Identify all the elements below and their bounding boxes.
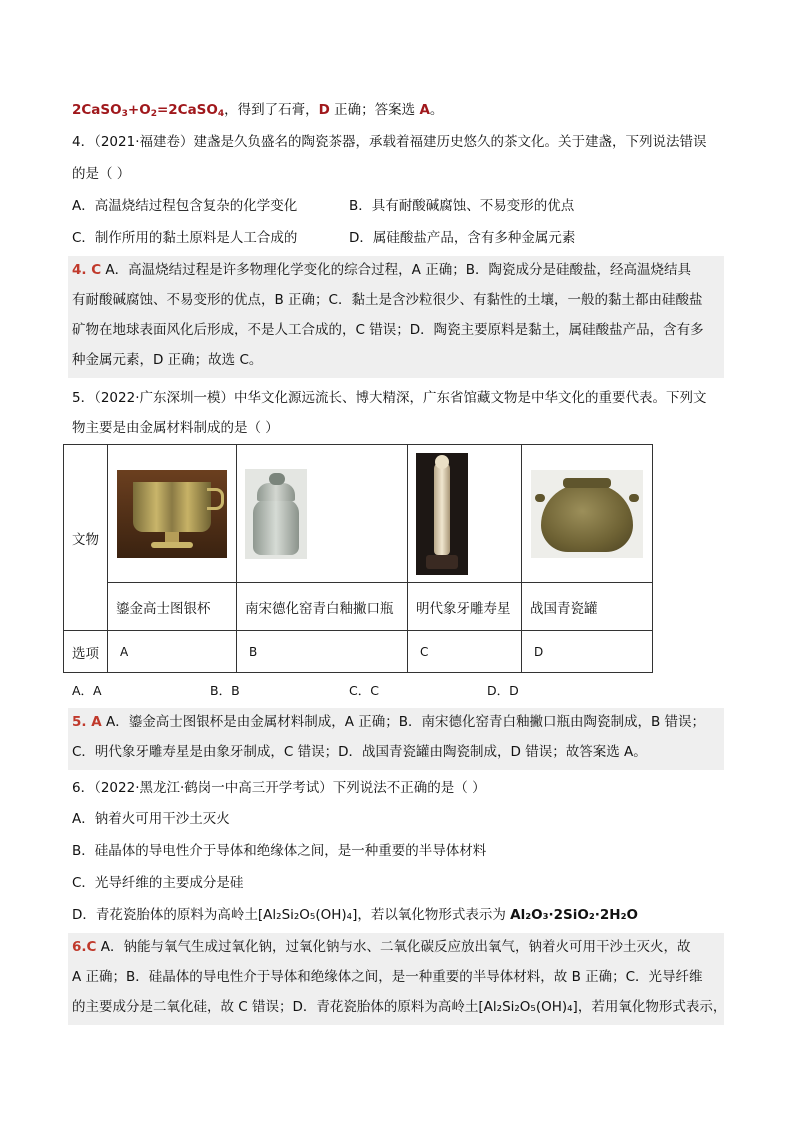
q4-answer-line3: 矿物在地球表面风化后形成，不是人工合成的，C 错误；D．陶瓷主要原料是黏土，属硅酸盐产品，含有多 xyxy=(72,322,704,338)
caption-d: 战国青瓷罐 xyxy=(522,583,653,631)
option-a-cell: A xyxy=(108,631,237,673)
q6-answer-line3: 的主要成分是二氧化硅，故 C 错误；D．青花瓷胎体的原料为高岭土[Al₂Si₂O₅(OH)₄]，若用氧化物形式表示， xyxy=(72,999,727,1015)
q6-answer-line1: 6.C A．钠能与氧气生成过氧化钠，过氧化钠与水、二氧化碳反应放出氧气，钠着火可用干沙土灭火，故 xyxy=(72,939,691,955)
caption-c: 明代象牙雕寿星 xyxy=(408,583,522,631)
option-b-cell: B xyxy=(237,631,408,673)
q4-option-b: B．具有耐酸碱腐蚀、不易变形的优点 xyxy=(349,198,575,214)
q4-option-c: C．制作所用的黏土原料是人工合成的 xyxy=(72,230,298,246)
q5-answer-line1: 5. A A．鎏金高士图银杯是由金属材料制成，A 正确；B．南宋德化窑青白釉撇口瓶由陶瓷制成，B 错误； xyxy=(72,714,706,730)
artifact-image-cell xyxy=(237,445,408,583)
q5-choice-c: C．C xyxy=(349,683,379,698)
q5-stem-line2: 物主要是由金属材料制成的是（ ） xyxy=(72,420,279,436)
q4-option-d: D．属硅酸盐产品，含有多种金属元素 xyxy=(349,230,576,246)
artifact-image-cell xyxy=(108,445,237,583)
formula: $2CaSO_3+O_2=2CaSO_4$ xyxy=(72,102,225,119)
q6-option-a: A．钠着火可用干沙土灭火 xyxy=(72,811,230,827)
q4-stem-line2: 的是（ ） xyxy=(72,166,131,182)
option-c-cell: C xyxy=(408,631,522,673)
q6-option-b: B．硅晶体的导电性介于导体和绝缘体之间，是一种重要的半导体材料 xyxy=(72,843,487,859)
artifact-image-cell xyxy=(522,445,653,583)
q5-choice-d: D．D xyxy=(487,683,519,698)
ivory-statue-image xyxy=(416,453,468,575)
row-label-option: 选项 xyxy=(64,631,108,673)
caption-b: 南宋德化窑青白釉撇口瓶 xyxy=(237,583,408,631)
q5-choice-b: B．B xyxy=(210,683,240,698)
q4-answer-line2: 有耐酸碱腐蚀、不易变形的优点，B 正确；C．黏土是含沙粒很少、有黏性的土壤，一般的黏土都由硅酸盐 xyxy=(72,292,703,308)
artifact-image-cell xyxy=(408,445,522,583)
q3-answer-tail: $2CaSO_3+O_2=2CaSO_4$，得到了石膏，D 正确；答案选 A。 xyxy=(72,102,444,119)
q6-option-c: C．光导纤维的主要成分是硅 xyxy=(72,875,244,891)
q4-answer-line4: 种金属元素，D 正确；故选 C。 xyxy=(72,352,263,368)
q4-answer-line1: 4. C A．高温烧结过程是许多物理化学变化的综合过程，A 正确；B．陶瓷成分是硅酸盐，经高温烧结具 xyxy=(72,262,691,278)
q4-stem-line1: 4．（2021·福建卷）建盏是久负盛名的陶瓷茶器，承载着福建历史悠久的茶文化。关于建盏，下列说法错误 xyxy=(72,134,707,150)
q6-stem: 6．（2022·黑龙江·鹤岗一中高三开学考试）下列说法不正确的是（ ） xyxy=(72,780,486,796)
option-d-cell: D xyxy=(522,631,653,673)
q6-option-d: D．青花瓷胎体的原料为高岭土[Al₂Si₂O₅(OH)₄]，若以氧化物形式表示为 Al₂O₃·2SiO₂·2H₂O xyxy=(72,907,638,923)
row-label-artifact: 文物 xyxy=(64,445,108,631)
q4-option-a: A．高温烧结过程包含复杂的化学变化 xyxy=(72,198,298,214)
silver-cup-image xyxy=(117,470,227,558)
q5-answer-line2: C．明代象牙雕寿星是由象牙制成，C 错误；D．战国青瓷罐由陶瓷制成，D 错误；故答案选 A。 xyxy=(72,744,647,760)
celadon-jar-image xyxy=(531,470,643,558)
celadon-vase-image xyxy=(245,469,307,559)
artifact-table xyxy=(63,444,653,673)
q5-stem-line1: 5．（2022·广东深圳一模）中华文化源远流长、博大精深，广东省馆藏文物是中华文化的重要代表。下列文 xyxy=(72,390,707,406)
caption-a: 鎏金高士图银杯 xyxy=(108,583,237,631)
q6-answer-line2: A 正确；B．硅晶体的导电性介于导体和绝缘体之间，是一种重要的半导体材料，故 B 正确；C．光导纤维 xyxy=(72,969,703,985)
q5-choice-a: A．A xyxy=(72,683,102,698)
